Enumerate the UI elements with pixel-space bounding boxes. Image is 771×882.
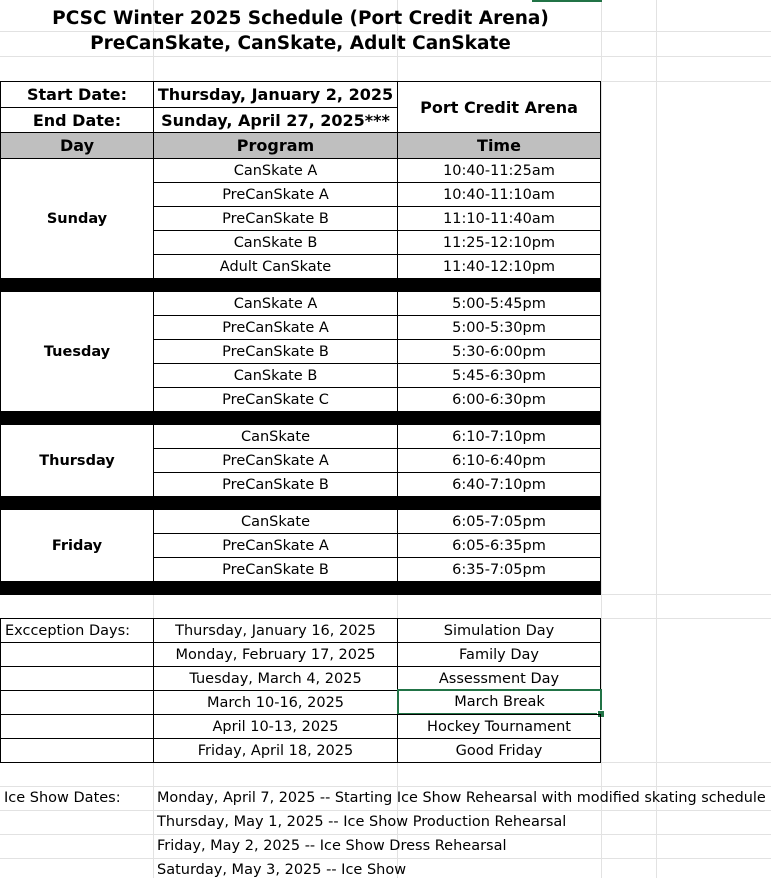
- program-cell[interactable]: CanSkate B: [153, 230, 398, 255]
- time-cell[interactable]: 6:05-6:35pm: [397, 533, 601, 558]
- day-cell-sunday: Sunday: [0, 158, 154, 279]
- exception-name[interactable]: Good Friday: [397, 738, 601, 763]
- exception-days-label: Excception Days:: [0, 618, 154, 643]
- program-cell[interactable]: PreCanSkate C: [153, 387, 398, 412]
- column-header-day: Day: [0, 132, 154, 159]
- empty-cell[interactable]: [0, 738, 154, 763]
- gridline: [656, 0, 657, 878]
- program-cell[interactable]: PreCanSkate A: [153, 315, 398, 340]
- gridline: [601, 0, 602, 878]
- day-cell-tuesday: Tuesday: [0, 291, 154, 412]
- program-cell[interactable]: PreCanSkate B: [153, 472, 398, 497]
- time-cell[interactable]: 11:10-11:40am: [397, 206, 601, 231]
- ice-show-line[interactable]: Thursday, May 1, 2025 -- Ice Show Production Rehearsal: [157, 814, 567, 830]
- empty-cell[interactable]: [0, 666, 154, 691]
- time-cell[interactable]: 11:25-12:10pm: [397, 230, 601, 255]
- end-date-value[interactable]: Sunday, April 27, 2025***: [153, 107, 398, 133]
- program-cell[interactable]: PreCanSkate B: [153, 206, 398, 231]
- gridline: [0, 56, 771, 57]
- ice-show-line[interactable]: Saturday, May 3, 2025 -- Ice Show: [157, 862, 407, 878]
- time-cell[interactable]: 6:05-7:05pm: [397, 509, 601, 534]
- program-cell[interactable]: CanSkate A: [153, 291, 398, 316]
- arena-name: Port Credit Arena: [397, 81, 601, 133]
- selected-cell-exception-name[interactable]: March Break: [397, 689, 602, 715]
- start-date-label: Start Date:: [0, 81, 154, 108]
- exception-name[interactable]: Family Day: [397, 642, 601, 667]
- program-cell[interactable]: PreCanSkate A: [153, 533, 398, 558]
- program-cell[interactable]: CanSkate: [153, 424, 398, 449]
- exception-name[interactable]: Assessment Day: [397, 666, 601, 691]
- program-cell[interactable]: PreCanSkate B: [153, 557, 398, 582]
- exception-date[interactable]: March 10-16, 2025: [153, 690, 398, 715]
- ice-show-line[interactable]: Friday, May 2, 2025 -- Ice Show Dress Rehearsal: [157, 838, 507, 854]
- active-cell-indicator: [532, 0, 602, 2]
- exception-name[interactable]: Hockey Tournament: [397, 714, 601, 739]
- time-cell[interactable]: 5:30-6:00pm: [397, 339, 601, 364]
- end-date-label: End Date:: [0, 107, 154, 133]
- empty-cell[interactable]: [0, 690, 154, 715]
- time-cell[interactable]: 10:40-11:10am: [397, 182, 601, 207]
- time-cell[interactable]: 5:45-6:30pm: [397, 363, 601, 388]
- day-cell-friday: Friday: [0, 509, 154, 582]
- exception-name[interactable]: Simulation Day: [397, 618, 601, 643]
- program-cell[interactable]: PreCanSkate A: [153, 448, 398, 473]
- exception-date[interactable]: Tuesday, March 4, 2025: [153, 666, 398, 691]
- time-cell[interactable]: 6:00-6:30pm: [397, 387, 601, 412]
- program-cell[interactable]: Adult CanSkate: [153, 254, 398, 279]
- column-header-program: Program: [153, 132, 398, 159]
- exception-date[interactable]: Friday, April 18, 2025: [153, 738, 398, 763]
- time-cell[interactable]: 5:00-5:45pm: [397, 291, 601, 316]
- title-line-2: PreCanSkate, CanSkate, Adult CanSkate: [90, 32, 511, 54]
- time-cell[interactable]: 11:40-12:10pm: [397, 254, 601, 279]
- exception-date[interactable]: Thursday, January 16, 2025: [153, 618, 398, 643]
- empty-cell[interactable]: [0, 642, 154, 667]
- title-line-1: PCSC Winter 2025 Schedule (Port Credit Arena): [52, 7, 549, 29]
- column-header-time: Time: [397, 132, 601, 159]
- time-cell[interactable]: 6:10-6:40pm: [397, 448, 601, 473]
- start-date-value[interactable]: Thursday, January 2, 2025: [153, 81, 398, 108]
- program-cell[interactable]: PreCanSkate A: [153, 182, 398, 207]
- time-cell[interactable]: 6:35-7:05pm: [397, 557, 601, 582]
- time-cell[interactable]: 6:10-7:10pm: [397, 424, 601, 449]
- time-cell[interactable]: 5:00-5:30pm: [397, 315, 601, 340]
- ice-show-label: Ice Show Dates:: [4, 790, 121, 806]
- time-cell[interactable]: 6:40-7:10pm: [397, 472, 601, 497]
- separator-bar: [0, 582, 601, 595]
- program-cell[interactable]: PreCanSkate B: [153, 339, 398, 364]
- exception-date[interactable]: Monday, February 17, 2025: [153, 642, 398, 667]
- program-cell[interactable]: CanSkate B: [153, 363, 398, 388]
- program-cell[interactable]: CanSkate: [153, 509, 398, 534]
- exception-date[interactable]: April 10-13, 2025: [153, 714, 398, 739]
- time-cell[interactable]: 10:40-11:25am: [397, 158, 601, 183]
- empty-cell[interactable]: [0, 714, 154, 739]
- ice-show-line[interactable]: Monday, April 7, 2025 -- Starting Ice Show Rehearsal with modified skating schedule: [157, 790, 766, 806]
- program-cell[interactable]: CanSkate A: [153, 158, 398, 183]
- day-cell-thursday: Thursday: [0, 424, 154, 497]
